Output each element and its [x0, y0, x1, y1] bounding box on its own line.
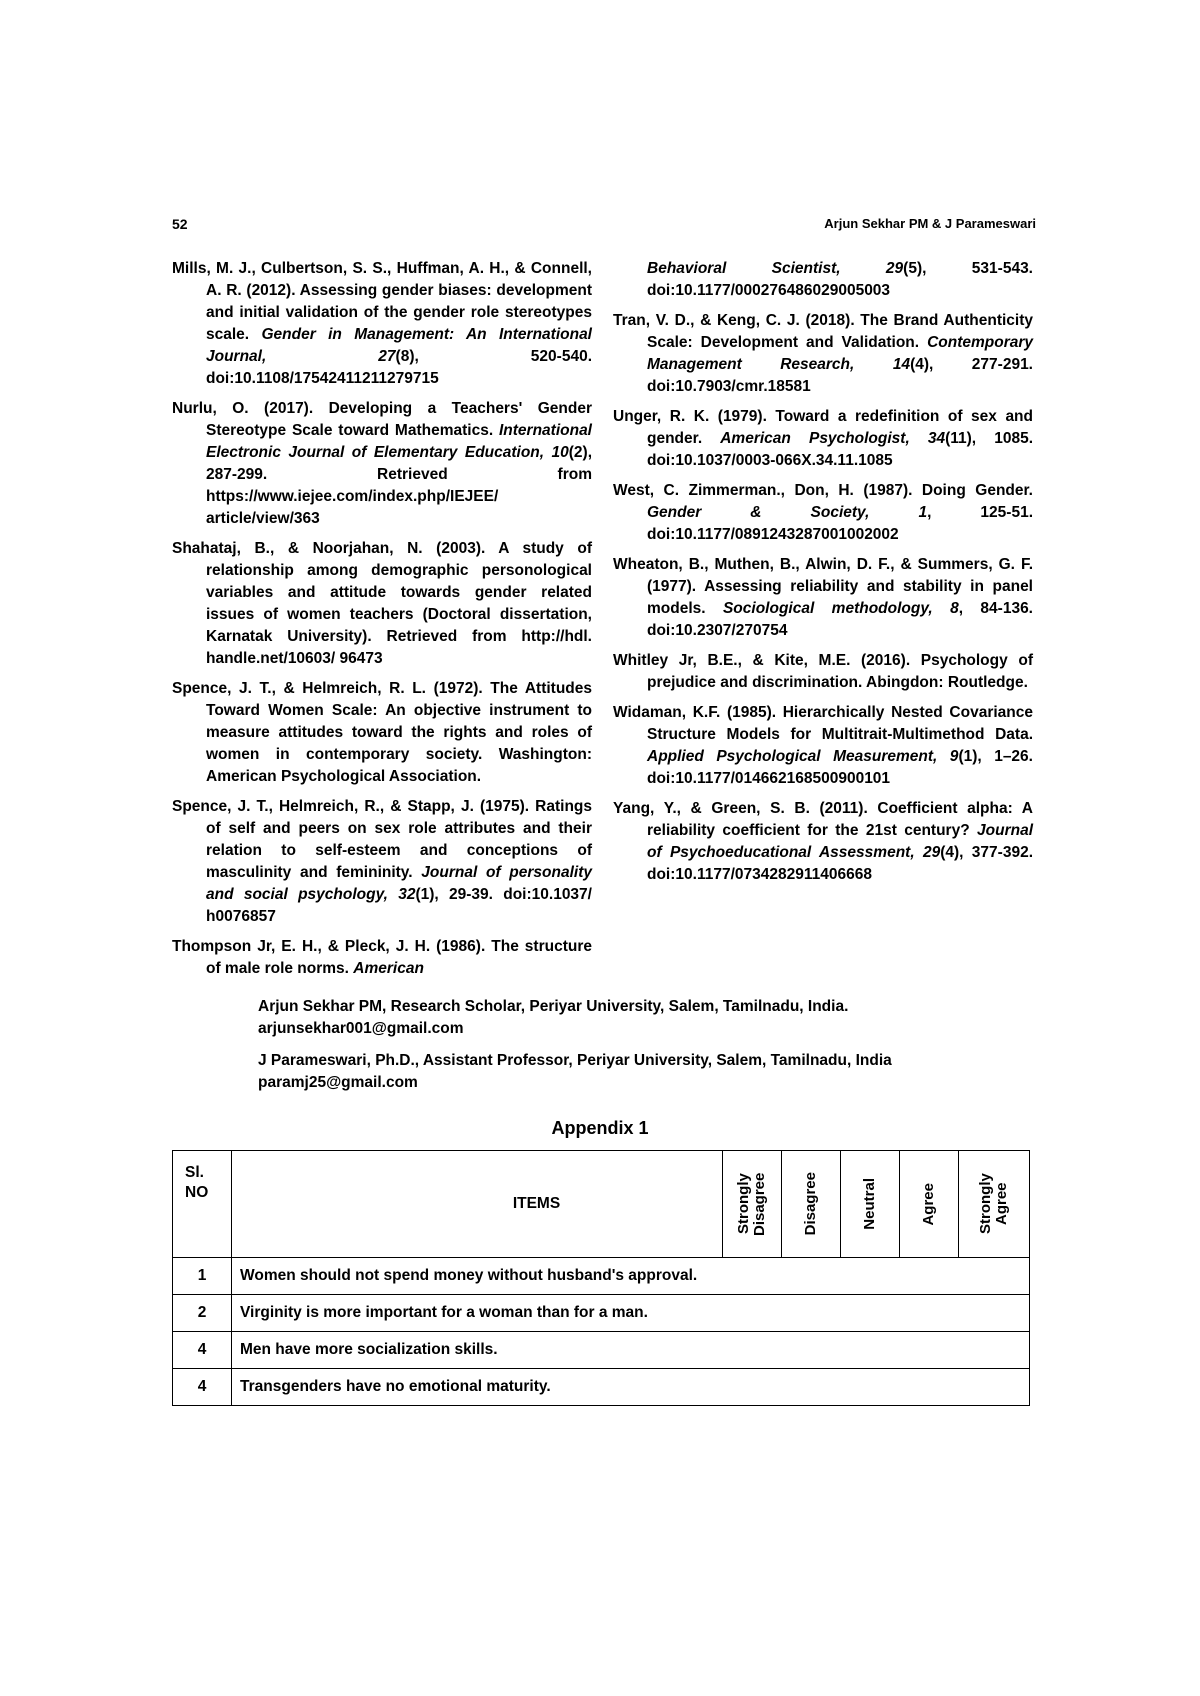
reference-entry: Yang, Y., & Green, S. B. (2011). Coefficient alpha: A reliability coefficient for the 21st century? Journal of Psychoeducational Assessment, 29(4), 377-392. doi:10.1177/0734282911406668	[613, 800, 1033, 883]
reference-entry: Widaman, K.F. (1985). Hierarchically Nested Covariance Structure Models for Multitrait-Multimethod Data. Applied Psychological Measurement, 9(1), 1–26. doi:10.1177/014662168500900101	[613, 704, 1033, 787]
author-affiliation: , Research Scholar, Periyar University, Salem, Tamilnadu, India.	[382, 998, 849, 1015]
scale-header: Disagree	[782, 1151, 841, 1258]
table-header-row	[173, 1151, 1030, 1258]
reference-entry: Wheaton, B., Muthen, B., Alwin, D. F., & Summers, G. F. (1977). Assessing reliability and stability in panel models. Sociological methodology, 8, 84-136. doi:10.2307/270754	[613, 556, 1033, 639]
reference-continuation: Behavioral Scientist, 29(5), 531-543. doi:10.1177/000276486029005003	[647, 260, 1033, 299]
row-statement: Women should not spend money without husband's approval.	[232, 1258, 1030, 1295]
table-row	[173, 1369, 1030, 1406]
row-number: 2	[173, 1295, 232, 1332]
row-statement: Virginity is more important for a woman than for a man.	[232, 1295, 1030, 1332]
page-number: 52	[172, 216, 188, 232]
reference-entry: Whitley Jr, B.E., & Kite, M.E. (2016). Psychology of prejudice and discrimination. Abingdon: Routledge.	[613, 652, 1033, 691]
scale-header: Strongly Agree	[959, 1151, 1030, 1258]
scale-header: Neutral	[841, 1151, 900, 1258]
appendix-title: Appendix 1	[551, 1118, 649, 1138]
author-name: Arjun Sekhar PM	[258, 998, 383, 1015]
reference-entry: Shahataj, B., & Noorjahan, N. (2003). A study of relationship among demographic personological variables and attitude towards gender related issues of women teachers (Doctoral dissertation, Karnatak University). Retrieved from http://hdl. handle.net/10603/ 96473	[172, 540, 592, 667]
author-notes	[258, 996, 978, 1104]
row-number: 1	[173, 1258, 232, 1295]
author-name: J Parameswari	[258, 1052, 367, 1069]
row-number: 4	[173, 1369, 232, 1406]
sl-no-header: Sl. NO	[173, 1151, 232, 1258]
reference-entry: Mills, M. J., Culbertson, S. S., Huffman, A. H., & Connell, A. R. (2012). Assessing gender biases: development and initial validation of the gender role stereotypes scale. Gender in Management: An International Journal, 27(8), 520-540. doi:10.1108/17542411211279715	[172, 260, 592, 387]
reference-entry: West, C. Zimmerman., Don, H. (1987). Doing Gender. Gender & Society, 1, 125-51. doi:10.1177/0891243287001002002	[613, 482, 1033, 543]
table-row	[173, 1295, 1030, 1332]
row-statement: Men have more socialization skills.	[232, 1332, 1030, 1369]
author-note	[258, 1050, 978, 1094]
author-affiliation: , Ph.D., Assistant Professor, Periyar University, Salem, Tamilnadu, India	[366, 1052, 892, 1069]
items-header: ITEMS	[232, 1151, 723, 1258]
reference-entry: Nurlu, O. (2017). Developing a Teachers' Gender Stereotype Scale toward Mathematics. International Electronic Journal of Elementary Education, 10(2), 287-299. Retrieved from https://www.iejee.com/index.php/IEJEE/ article/view/363	[172, 400, 592, 527]
row-number: 4	[173, 1332, 232, 1369]
reference-entry: Tran, V. D., & Keng, C. J. (2018). The Brand Authenticity Scale: Development and Validation. Contemporary Management Research, 14(4), 277-291. doi:10.7903/cmr.18581	[613, 312, 1033, 395]
row-statement: Transgenders have no emotional maturity.	[232, 1369, 1030, 1406]
author-email: arjunsekhar001@gmail.com	[258, 1020, 464, 1037]
reference-entry: Thompson Jr, E. H., & Pleck, J. H. (1986). The structure of male role norms. American	[172, 938, 592, 977]
reference-entry: Spence, J. T., Helmreich, R., & Stapp, J. (1975). Ratings of self and peers on sex role attributes and their relation to self-esteem and conceptions of masculinity and femininity. Journal of personality and social psychology, 32(1), 29-39. doi:10.1037/ h0076857	[172, 798, 592, 925]
references-left-column	[172, 258, 592, 988]
scale-header: Agree	[900, 1151, 959, 1258]
author-note	[258, 996, 978, 1040]
appendix-table	[172, 1150, 1030, 1406]
reference-entry: Spence, J. T., & Helmreich, R. L. (1972). The Attitudes Toward Women Scale: An objective instrument to measure attitudes toward the rights and roles of women in contemporary society. Washington: American Psychological Association.	[172, 680, 592, 785]
references-right-column	[613, 258, 1033, 894]
reference-entry: Unger, R. K. (1979). Toward a redefinition of sex and gender. American Psychologist, 34(11), 1085. doi:10.1037/0003-066X.34.11.1085	[613, 408, 1033, 469]
scale-header: Strongly Disagree	[723, 1151, 782, 1258]
running-head: Arjun Sekhar PM & J Parameswari	[824, 216, 1036, 231]
table-row	[173, 1332, 1030, 1369]
table-row	[173, 1258, 1030, 1295]
author-email: paramj25@gmail.com	[258, 1074, 418, 1091]
